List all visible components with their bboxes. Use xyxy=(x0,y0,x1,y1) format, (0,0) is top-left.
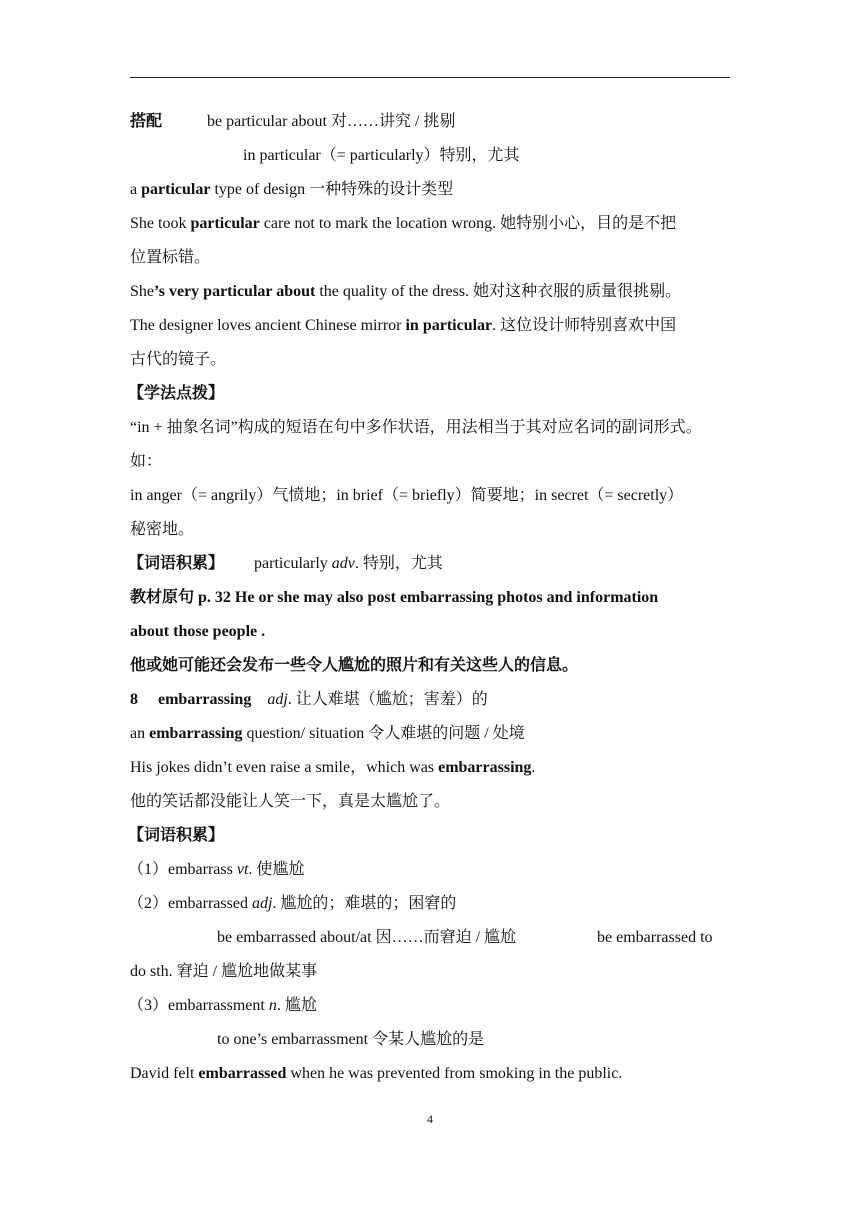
example-design: a particular type of design 一种特殊的设计类型 xyxy=(130,181,454,198)
vocab-phrase-2: be embarrassed to xyxy=(597,929,713,946)
method-cont: 如： xyxy=(130,453,163,470)
collocation-item-1: be particular about 对……讲究 / 挑剔 xyxy=(207,113,456,130)
textbook-line-1: 教材原句 p. 32 He or she may also post embarrassing photos and information xyxy=(130,589,659,606)
textbook-line-2: about those people . xyxy=(130,623,266,640)
vocab-phrase-2-cont: do sth. 窘迫 / 尴尬地做某事 xyxy=(130,963,318,980)
vocab-heading-2: 【词语积累】 xyxy=(128,827,225,844)
vocab-heading-1: 【词语积累】 particularly adv. 特别，尤其 xyxy=(128,555,443,572)
textbook-translation: 他或她可能还会发布一些令人尴尬的照片和有关这些人的信息。 xyxy=(130,657,579,674)
example-david: David felt embarrassed when he was prevented from smoking in the public. xyxy=(130,1065,623,1082)
example-jokes: His jokes didn’t even raise a smile，which was embarrassing. xyxy=(130,759,536,776)
method-heading: 【学法点拨】 xyxy=(128,385,225,402)
method-text: “in + 抽象名词”构成的短语在句中多作状语，用法相当于其对应名词的副词形式。 xyxy=(130,419,702,436)
example-mirror: The designer loves ancient Chinese mirror in particular. 这位设计师特别喜欢中国 xyxy=(130,317,677,334)
method-examples-cont: 秘密地。 xyxy=(130,521,195,538)
collocation-label: 搭配 xyxy=(130,113,163,130)
vocab-phrase-3: to one’s embarrassment 令某人尴尬的是 xyxy=(217,1031,485,1048)
collocation-item-2: in particular（= particularly）特别，尤其 xyxy=(243,147,520,164)
example-question: an embarrassing question/ situation 令人难堪的问题 / 处境 xyxy=(130,725,525,742)
example-care-cont: 位置标错。 xyxy=(130,249,211,266)
entry-8: 8 embarrassing adj. 让人难堪（尴尬；害羞）的 xyxy=(130,691,488,708)
page-number: 4 xyxy=(427,1112,433,1126)
vocab-item-3: （3）embarrassment n. 尴尬 xyxy=(128,997,317,1014)
header-rule xyxy=(130,77,730,78)
method-examples: in anger（= angrily）气愤地；in brief（= briefly）简要地；in secret（= secretly） xyxy=(130,487,684,504)
example-dress: She’s very particular about the quality of the dress. 她对这种衣服的质量很挑剔。 xyxy=(130,283,682,300)
vocab-item-1: （1）embarrass vt. 使尴尬 xyxy=(128,861,305,878)
collocation-line xyxy=(130,112,455,132)
example-care: She took particular care not to mark the location wrong. 她特别小心，目的是不把 xyxy=(130,215,677,232)
vocab-phrase-1: be embarrassed about/at 因……而窘迫 / 尴尬 xyxy=(217,929,517,946)
vocab-item-2: （2）embarrassed adj. 尴尬的；难堪的；困窘的 xyxy=(128,895,457,912)
example-mirror-cont: 古代的镜子。 xyxy=(130,351,227,368)
example-jokes-translation: 他的笑话都没能让人笑一下，真是太尴尬了。 xyxy=(130,793,451,810)
